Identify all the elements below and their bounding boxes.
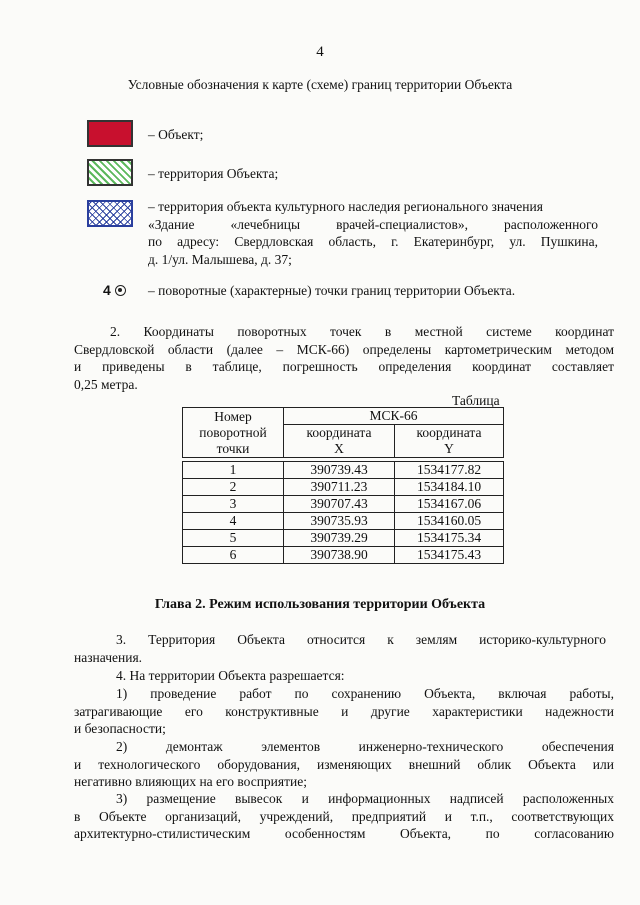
paragraph-3: [74, 631, 614, 666]
legend-heritage-text: [148, 198, 598, 268]
item-2-line-2: и технологического оборудования, изменяющих внешний облик Объекта или: [74, 756, 614, 772]
header-y-line-1: координата: [416, 425, 482, 440]
cell-number: 4: [183, 513, 284, 530]
item-1-line-3: и безопасности;: [74, 721, 166, 736]
table-row: [183, 479, 504, 496]
table-row: [183, 547, 504, 564]
cell-x: 390739.29: [284, 530, 395, 547]
table-caption: Таблица: [452, 393, 500, 408]
cell-y: 1534160.05: [395, 513, 504, 530]
cell-x: 390735.93: [284, 513, 395, 530]
coord-paragraph-line-2: Свердловской области (далее – МСК-66) определены картометрическим методом: [74, 341, 614, 357]
cell-y: 1534167.06: [395, 496, 504, 513]
header-y-line-2: Y: [444, 441, 454, 456]
cell-x: 390739.43: [284, 462, 395, 479]
item-2: [74, 738, 614, 791]
object-swatch-icon: [87, 120, 133, 147]
header-point-line-1: Номер: [214, 408, 252, 424]
header-system: МСК-66: [284, 408, 504, 425]
coordinates-table: [182, 407, 504, 564]
table-row: [183, 513, 504, 530]
cell-y: 1534175.43: [395, 547, 504, 564]
header-point-line-3: точки: [216, 440, 250, 456]
legend-heritage-line-4: д. 1/ул. Малышева, д. 37;: [148, 251, 292, 267]
cell-x: 390711.23: [284, 479, 395, 496]
header-y: [395, 425, 504, 458]
cell-y: 1534175.34: [395, 530, 504, 547]
heritage-swatch-icon: [87, 200, 133, 227]
item-1-line-1: 1) проведение работ по сохранению Объекта, включая работы,: [116, 686, 614, 701]
legend-title: Условные обозначения к карте (схеме) границ территории Объекта: [127, 77, 513, 92]
header-x-line-2: X: [334, 441, 344, 456]
cell-number: 5: [183, 530, 284, 547]
cell-y: 1534177.82: [395, 462, 504, 479]
cell-number: 2: [183, 479, 284, 496]
table-row: [183, 496, 504, 513]
table-row: [183, 530, 504, 547]
cell-y: 1534184.10: [395, 479, 504, 496]
territory-swatch-icon: [87, 159, 133, 186]
item-3-line-2: в Объекте организаций, учреждений, предприятий и т.п., соответствующих: [74, 808, 614, 824]
cell-x: 390738.90: [284, 547, 395, 564]
item-1: [74, 685, 614, 738]
point-number-sample: 4: [103, 282, 111, 298]
cell-number: 3: [183, 496, 284, 513]
header-x-line-1: координата: [306, 425, 372, 440]
item-3-line-1: 3) размещение вывесок и информационных надписей расположенных: [116, 791, 614, 806]
legend-points-text: – поворотные (характерные) точки границ территории Объекта.: [148, 283, 516, 298]
coord-paragraph-line-3: и приведены в таблице, погрешность определения координат составляет: [74, 359, 614, 374]
coord-paragraph-line-1: 2. Координаты поворотных точек в местной системе координат: [110, 324, 614, 339]
paragraph-4: [74, 667, 614, 685]
header-x: [284, 425, 395, 458]
header-point-number: [183, 408, 284, 458]
table-header-row: [183, 408, 504, 425]
item-2-line-3: негативно влияющих на его восприятие;: [74, 774, 307, 789]
turning-point-icon: [115, 285, 126, 296]
item-3-line-3: архитектурно-стилистическим особенностям Объекта, по согласованию: [74, 826, 614, 841]
paragraph-4-line: 4. На территории Объекта разрешается:: [116, 668, 345, 683]
page-number: 4: [316, 44, 324, 60]
item-2-line-1: 2) демонтаж элементов инженерно-технического обеспечения: [116, 739, 614, 754]
paragraph-3-line-1: 3. Территория Объекта относится к землям историко-культурного: [116, 632, 606, 647]
item-1-line-2: затрагивающие его конструктивные и другие характеристики надежности: [74, 703, 614, 719]
legend-heritage-line-3: по адресу: Свердловская область, г. Екатеринбург, ул. Пушкина,: [148, 234, 598, 249]
legend-object-text: – Объект;: [148, 127, 204, 142]
coord-paragraph: [74, 323, 614, 393]
cell-x: 390707.43: [284, 496, 395, 513]
legend-heritage-line-1: – территория объекта культурного наследия регионального значения: [148, 199, 543, 214]
paragraph-3-line-2: назначения.: [74, 649, 143, 665]
chapter-title: Глава 2. Режим использования территории Объекта: [154, 597, 486, 612]
header-point-line-2: поворотной: [199, 424, 267, 440]
item-3: [74, 790, 614, 843]
table-row: [183, 462, 504, 479]
cell-number: 1: [183, 462, 284, 479]
legend-heritage-line-2: «Здание «лечебницы врачей-специалистов», расположенного: [148, 216, 598, 232]
cell-number: 6: [183, 547, 284, 564]
legend-territory-text: – территория Объекта;: [148, 166, 279, 181]
coord-paragraph-line-4: 0,25 метра.: [74, 376, 138, 392]
